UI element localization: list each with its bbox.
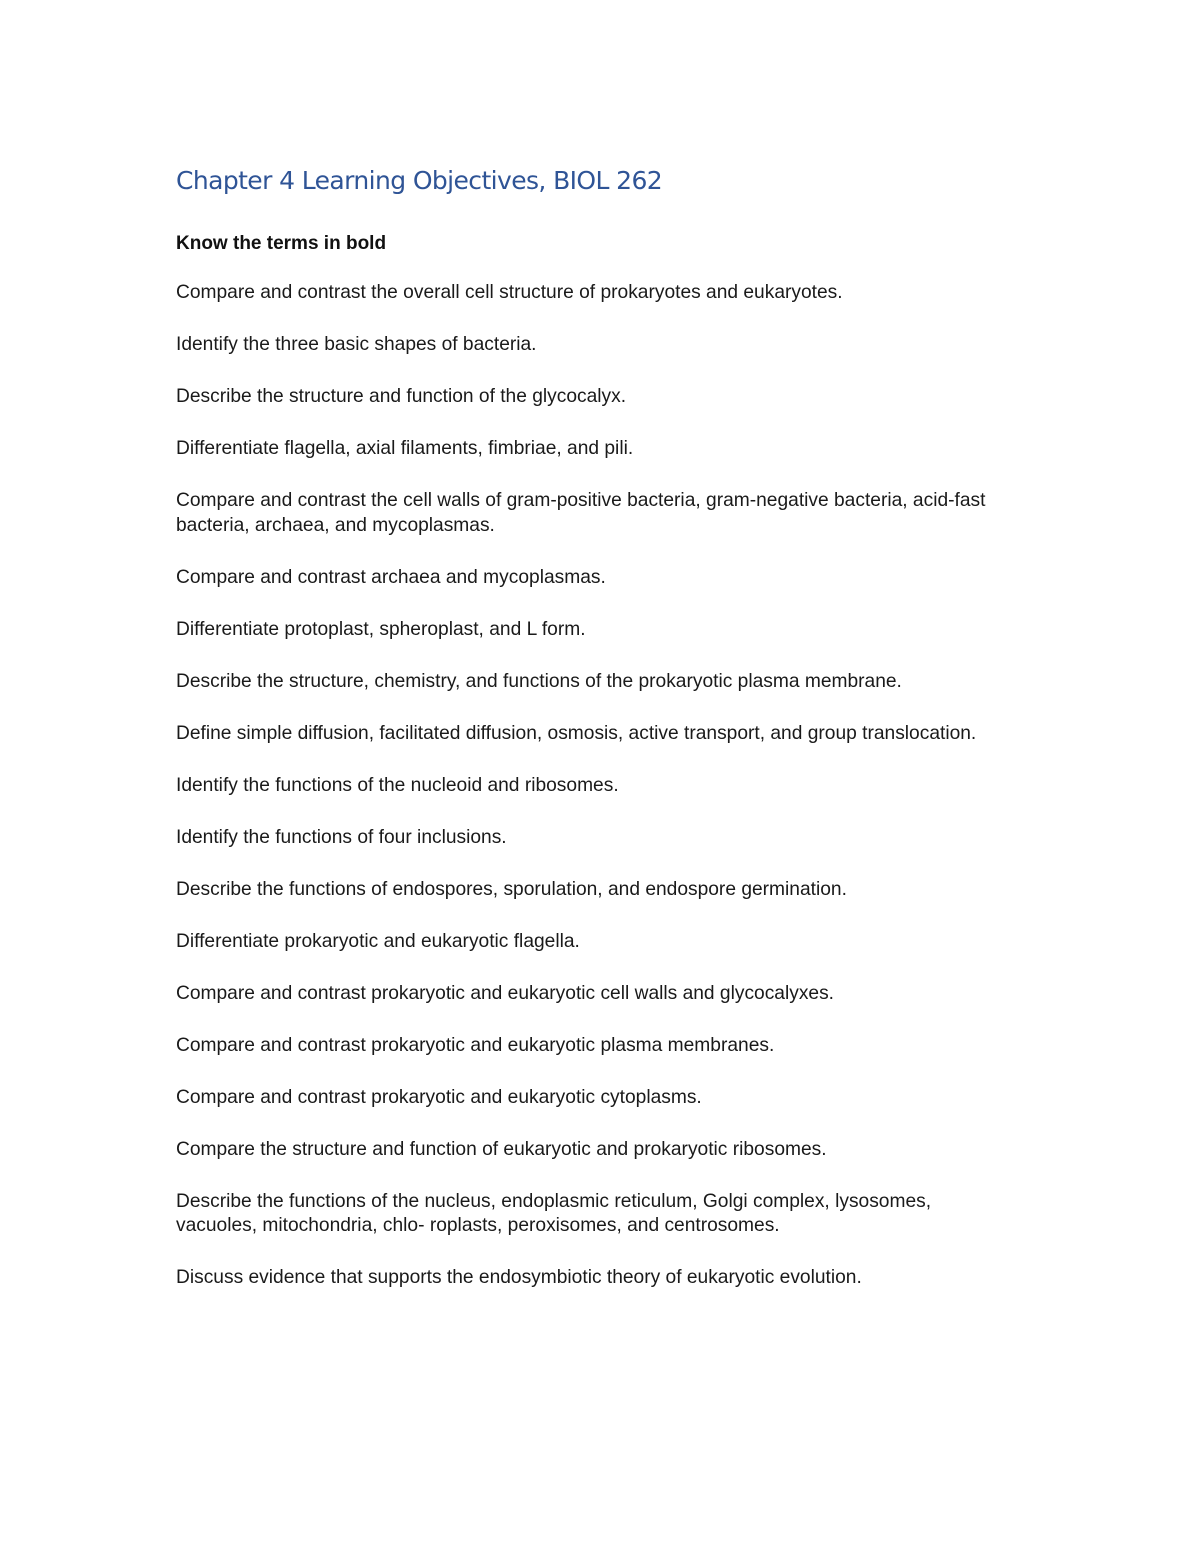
objective-item: Compare and contrast prokaryotic and eukaryotic cytoplasms. [176, 1086, 702, 1108]
objective-item: Define simple diffusion, facilitated diffusion, osmosis, active transport, and group translocation. [176, 722, 977, 744]
objective-item: Compare and contrast the cell walls of gram-positive bacteria, gram-negative bacteria, acid-fast bacteria, archaea, and mycoplasmas. [176, 490, 986, 536]
objective-item: Compare and contrast prokaryotic and eukaryotic cell walls and glycocalyxes. [176, 982, 835, 1004]
objective-item: Describe the functions of the nucleus, endoplasmic reticulum, Golgi complex, lysosomes, vacuoles, mitochondria, chlo- roplasts, peroxisomes, and centrosomes. [176, 1190, 932, 1236]
objective-item: Identify the functions of the nucleoid and ribosomes. [176, 774, 619, 796]
objective-item: Differentiate protoplast, spheroplast, and L form. [176, 618, 586, 640]
objective-item: Compare the structure and function of eukaryotic and prokaryotic ribosomes. [176, 1138, 827, 1160]
objective-item: Differentiate flagella, axial filaments, fimbriae, and pili. [176, 438, 634, 459]
objective-item: Compare and contrast prokaryotic and eukaryotic plasma membranes. [176, 1034, 775, 1056]
objectives-list [176, 281, 1016, 1318]
objective-item: Discuss evidence that supports the endosymbiotic theory of eukaryotic evolution. [176, 1267, 862, 1288]
objective-item: Identify the functions of four inclusions. [176, 826, 507, 848]
objective-item: Compare and contrast archaea and mycoplasmas. [176, 566, 606, 588]
objective-item: Differentiate prokaryotic and eukaryotic flagella. [176, 930, 580, 952]
objective-item: Identify the three basic shapes of bacteria. [176, 334, 537, 355]
objective-item: Describe the functions of endospores, sporulation, and endospore germination. [176, 878, 847, 900]
objective-item: Describe the structure, chemistry, and functions of the prokaryotic plasma membrane. [176, 670, 902, 692]
subheading: Know the terms in bold [176, 233, 387, 254]
document-title: Chapter 4 Learning Objectives, BIOL 262 [176, 166, 663, 195]
objective-item: Describe the structure and function of the glycocalyx. [176, 386, 627, 407]
objective-item: Compare and contrast the overall cell structure of prokaryotes and eukaryotes. [176, 282, 843, 303]
